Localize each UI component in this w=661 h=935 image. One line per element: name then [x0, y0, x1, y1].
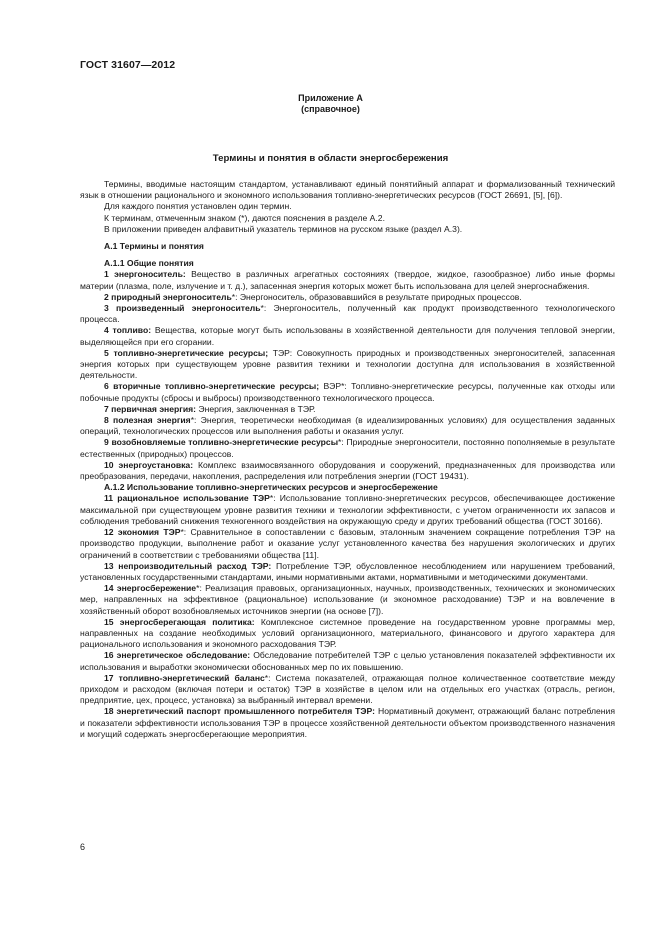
term-definition: *: Природные энергоносители, постоянно пополняемые в результате естественных (природных) процессов. — [80, 437, 615, 459]
terms-list-usage — [80, 493, 615, 739]
terms-list-general — [80, 269, 615, 482]
term-definition: Комплекс взаимосвязанного оборудования и сооружений, предназначенных для производства или преобразования, передачи, накопления, распределения или потребления энергии (ГОСТ 19431). — [80, 459, 616, 482]
appendix-label: Приложение А — [298, 93, 363, 103]
term-name: 9 возобновляемые топливно-энергетические ресурсы — [104, 437, 339, 448]
term-entry — [80, 269, 615, 291]
term-entry — [80, 415, 615, 437]
page-number: 6 — [80, 842, 86, 852]
term-entry — [80, 493, 615, 527]
term-entry — [80, 381, 615, 403]
term-definition: *: Энергия, теоретически необходимая (в идеализированных условиях) для осуществления заданных операций, технологических процессов или выполнения работы и оказания услуг. — [80, 415, 615, 437]
term-entry — [80, 650, 615, 672]
term-name: 7 первичная энергия: — [104, 403, 197, 414]
term-definition: *: Энергоноситель, образовавшийся в результате природных процессов. — [231, 291, 522, 302]
term-definition: *: Использование топливно-энергетических ресурсов, обеспечивающее достижение максимальной при существующем уровне развития техники и технологии эффективности, с учетом ограниченности их запасов и соблюдения требований снижения техногенного воздействия на окружающую среду и других требований общества (ГОСТ 30166). — [80, 493, 615, 526]
term-entry — [80, 561, 615, 583]
term-definition: *: Энергоноситель, полученный как продукт производственного технологического процесса. — [80, 303, 615, 325]
standard-header: ГОСТ 31607—2012 — [80, 59, 176, 71]
term-entry — [80, 348, 615, 382]
term-name: 3 произведенный энергоноситель — [104, 303, 261, 314]
term-name: 5 топливно-энергетические ресурсы; — [104, 347, 269, 358]
intro-paragraph: Для каждого понятия установлен один термин. — [104, 201, 292, 212]
term-definition: Комплексное системное проведение на государственном уровне программы мер, направленных на создание необходимых условий организационного, материального, финансового и другого характера для рационального использования и экономного расходования ТЭР. — [80, 616, 615, 650]
term-definition: Потребление ТЭР, обусловленное несоблюдением или нарушением требований, установленных государственными стандартами, иными нормативными актами, нормативными и методическими документами. — [80, 560, 616, 582]
subsection-heading: А.1.1 Общие понятия — [104, 258, 194, 269]
term-definition: *: Система показателей, отражающая полное количественное соответствие между приходом и расходом (включая потери и остаток) ТЭР в хозяйстве в целом или на отдельных его участках (отрасль, регион, предприятие, цех, процесс, установка) за выбранный интервал времени. — [80, 672, 615, 706]
term-entry — [80, 292, 615, 303]
term-name: 14 энергосбережение — [104, 583, 197, 594]
section-heading: А.1 Термины и понятия — [104, 241, 204, 252]
intro-paragraph: Термины, вводимые настоящим стандартом, устанавливают единый понятийный аппарат и формализованный технический язык в отношении рационального и экономного использования топливно-энергетических ресурсов (ГОСТ 26691, [5], [6]). — [80, 179, 615, 201]
term-entry — [80, 617, 615, 651]
term-name: 13 непроизводительный расход ТЭР: — [104, 560, 272, 571]
subsection-heading: А.1.2 Использование топливно-энергетических ресурсов и энергосбережение — [104, 482, 438, 493]
term-definition: Вещество в различных агрегатных состояниях (твердое, жидкое, газообразное) либо иные формы материи (плазма, поле, излучение и т. д.), запасенная энергия которых может быть использована для целей энергоснабжения. — [80, 269, 615, 291]
term-name: 12 экономия ТЭР — [104, 527, 181, 538]
intro-paragraph: К терминам, отмеченным знаком (*), даются пояснения в разделе А.2. — [104, 212, 385, 223]
term-name: 17 топливно-энергетический баланс — [104, 672, 265, 683]
term-name: 1 энергоноситель: — [104, 269, 186, 280]
document-body — [80, 179, 615, 740]
term-definition: *: Сравнительное в сопоставлении с базовым, эталонным значением сокращение потребления ТЭР на производство продукции, выполнение работ и оказание услуг установленного качества без нарушения экологических и других ограничений в соответствии с требованиями общества [11]. — [80, 527, 615, 560]
term-definition: Энергия, заключенная в ТЭР. — [196, 403, 316, 414]
term-entry — [80, 437, 615, 459]
term-name: 6 вторичные топливно-энергетические ресурсы; — [104, 381, 320, 392]
term-entry — [80, 460, 615, 482]
term-definition: ТЭР: Совокупность природных и производственных энергоносителей, запасенная энергия которых при существующем уровне развития техники и технологии доступна для использования в хозяйственной деятельности. — [80, 347, 615, 381]
term-definition: *: Реализация правовых, организационных, научных, производственных, технических и экономических мер, направленных на эффективное (рациональное) использование (и экономное расходование) ТЭР и на вовлечение в хозяйственный оборот возобновляемых источников энергии (на основе [7]). — [80, 583, 615, 616]
term-name: 11 рациональное использование ТЭР — [104, 493, 270, 504]
term-entry — [80, 673, 615, 707]
term-name: 15 энергосберегающая политика: — [104, 616, 255, 627]
term-name: 16 энергетическое обследование: — [104, 650, 251, 661]
term-entry — [80, 404, 615, 415]
term-definition: ВЭР*: Топливно-энергетические ресурсы, полученные как отходы или побочные продукты (сбросы и выбросы) производственного технологического процесса. — [80, 381, 615, 403]
term-name: 4 топливо: — [104, 325, 152, 336]
term-name: 8 полезная энергия — [104, 415, 191, 426]
page-title: Термины и понятия в области энергосбережения — [212, 153, 449, 164]
appendix-type: (справочное) — [301, 104, 360, 114]
term-entry — [80, 583, 615, 617]
term-name: 18 энергетический паспорт промышленного потребителя ТЭР: — [104, 706, 376, 717]
term-definition: Обследование потребителей ТЭР с целью установления показателей эффективности их использования и выработки экономически обоснованных мер по их повышению. — [80, 650, 616, 672]
term-definition: Вещества, которые могут быть использованы в хозяйственной деятельности для получения тепловой энергии, выделяющейся при его сгорании. — [80, 325, 615, 347]
term-entry — [80, 706, 615, 740]
term-name: 10 энергоустановка: — [104, 459, 194, 470]
term-entry — [80, 325, 615, 347]
term-entry — [80, 303, 615, 325]
term-definition: Нормативный документ, отражающий баланс потребления и показатели эффективности использования ТЭР в процессе хозяйственной деятельности объектом производственного назначения и могущий содержать энергосберегающие мероприятия. — [80, 706, 615, 739]
intro-paragraph: В приложении приведен алфавитный указатель терминов на русском языке (раздел А.3). — [104, 223, 463, 234]
term-name: 2 природный энергоноситель — [104, 291, 232, 302]
term-entry — [80, 527, 615, 561]
